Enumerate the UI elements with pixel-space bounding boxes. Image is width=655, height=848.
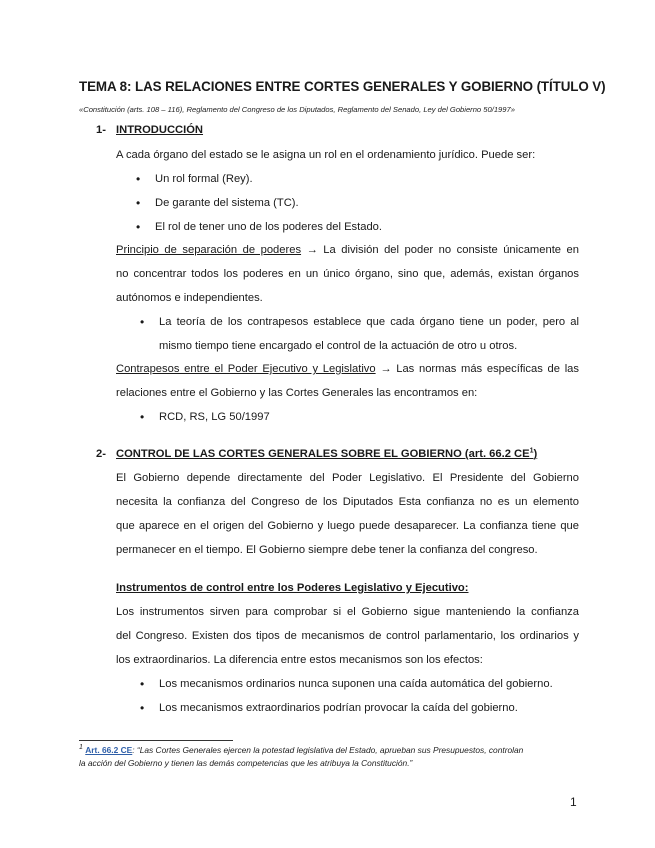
footnote-reference[interactable]: 1 <box>529 447 534 455</box>
list-item: De garante del sistema (TC). <box>155 197 299 209</box>
separation-paragraph-line <box>116 244 579 256</box>
paragraph-line: Los instrumentos sirven para comprobar si el Gobierno sigue manteniendo la confianza <box>116 606 579 618</box>
counterweights-text: mismo tiempo tiene encargado el control de la actuación de otro u otros. <box>159 340 518 352</box>
separation-principle-label: Principio de separación de poderes <box>116 244 302 256</box>
counterweights-text: La teoría de los contrapesos establece que cada órgano tiene un poder, pero al <box>159 316 579 328</box>
list-item: El rol de tener uno de los poderes del Estado. <box>155 221 383 233</box>
section-2-title-end: ) <box>533 448 538 460</box>
section-1-title: INTRODUCCIÓN <box>116 124 204 136</box>
paragraph-line: los extraordinarios. La diferencia entre estos mecanismos son los efectos: <box>116 654 483 666</box>
bullet-icon: • <box>140 315 145 329</box>
separation-paragraph-line: autónomos e independientes. <box>116 292 263 304</box>
paragraph-line: permanecer en el tiempo. El Gobierno siempre debe tener la confianza del congreso. <box>116 544 538 556</box>
list-item: Un rol formal (Rey). <box>155 173 253 185</box>
instruments-heading: Instrumentos de control entre los Poderes Legislativo y Ejecutivo: <box>116 582 469 594</box>
intro-text: A cada órgano del estado se le asigna un rol en el ordenamiento jurídico. Puede ser: <box>116 149 536 161</box>
paragraph-line: que aparece en el origen del Gobierno y luego puede desaparecer. La confianza tiene que <box>116 520 579 532</box>
footnote <box>79 745 523 755</box>
list-item: Los mecanismos ordinarios nunca suponen una caída automática del gobierno. <box>159 678 553 690</box>
separation-paragraph-line: no concentrar todos los poderes en un único órgano, sino que, además, existan órganos <box>116 268 579 280</box>
bullet-icon: • <box>140 701 145 715</box>
page-title: TEMA 8: LAS RELACIONES ENTRE CORTES GENERALES Y GOBIERNO (TÍTULO V) <box>79 79 606 94</box>
bullet-icon: • <box>136 196 141 210</box>
section-1-number: 1- <box>96 124 106 136</box>
footnote-text-line: la acción del Gobierno y tienen las demás competencias que les atribuya la Constitución.” <box>79 758 413 768</box>
bullet-icon: • <box>136 220 141 234</box>
counterweights-label: Contrapesos entre el Poder Ejecutivo y Legislativo <box>116 363 376 375</box>
footnote-text: : “Las Cortes Generales ejercen la potestad legislativa del Estado, aprueban sus Presupuestos, controlan <box>132 745 524 755</box>
list-item: RCD, RS, LG 50/1997 <box>159 411 270 423</box>
sources-subtitle: «Constitución (arts. 108 – 116), Reglamento del Congreso de los Diputados, Reglamento del Senado, Ley del Gobierno 50/1997» <box>79 105 515 114</box>
paragraph-line: necesita la confianza del Congreso de los Diputados Esta confianza no es un elemento <box>116 496 579 508</box>
footnote-article-link[interactable]: Art. 66.2 CE <box>85 745 133 755</box>
section-2-title-text: CONTROL DE LAS CORTES GENERALES SOBRE EL GOBIERNO (art. 66.2 CE <box>116 448 530 460</box>
list-item: Los mecanismos extraordinarios podrían provocar la caída del gobierno. <box>159 702 518 714</box>
section-2-number: 2- <box>96 448 106 460</box>
bullet-icon: • <box>140 677 145 691</box>
separation-text: → La división del poder no consiste únicamente en <box>301 244 579 256</box>
counterweights-paragraph-line <box>116 363 579 375</box>
counterweights-text: → Las normas más específicas de las <box>375 363 579 375</box>
footnote-divider <box>79 740 233 741</box>
paragraph-line: del Congreso. Existen dos tipos de mecanismos de control parlamentario, los ordinarios y <box>116 630 579 642</box>
counterweights-paragraph-line: relaciones entre el Gobierno y las Cortes Generales las encontramos en: <box>116 387 478 399</box>
section-2-title <box>116 448 537 460</box>
bullet-icon: • <box>140 410 145 424</box>
paragraph-line: El Gobierno depende directamente del Poder Legislativo. El Presidente del Gobierno <box>116 472 579 484</box>
footnote-mark: 1 <box>79 744 83 752</box>
bullet-icon: • <box>136 172 141 186</box>
page-number: 1 <box>570 795 577 809</box>
